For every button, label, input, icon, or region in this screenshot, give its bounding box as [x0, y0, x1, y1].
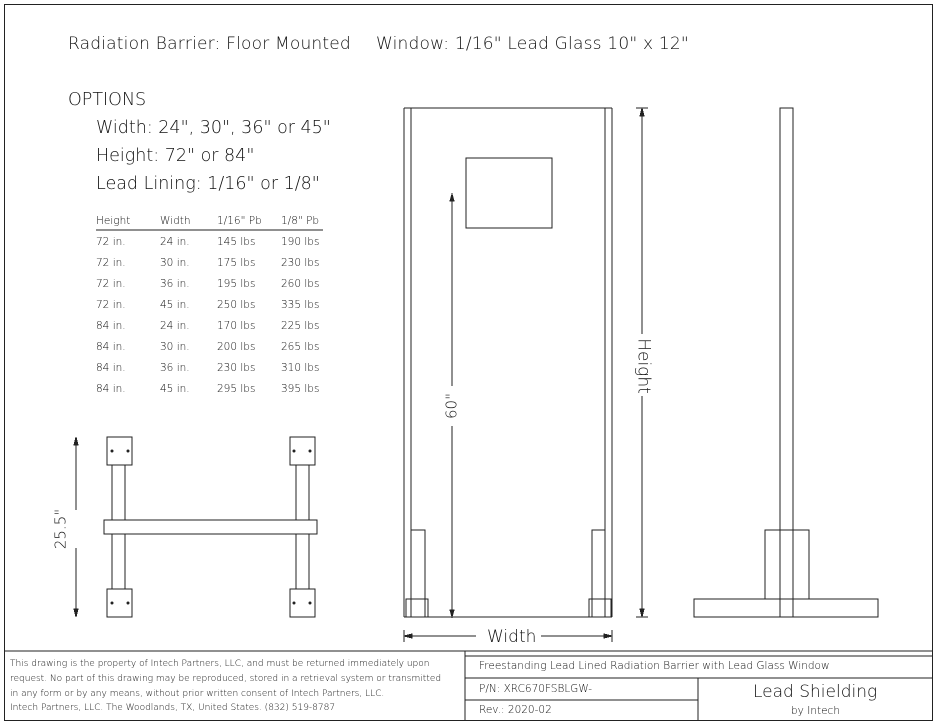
- disclaimer-line: Intech Partners, LLC. The Woodlands, TX, United States. (832) 519-8787: [10, 703, 336, 713]
- options-width: Width: 24", 30", 36" or 45": [96, 118, 331, 138]
- table-cell: 30 in.: [160, 341, 190, 353]
- table-cell: 395 lbs: [281, 383, 320, 395]
- front-view: [404, 108, 612, 617]
- side-view-base: [694, 599, 878, 617]
- top-view-crossbar: [104, 520, 317, 534]
- product-title: Radiation Barrier: Floor Mounted: [68, 34, 351, 54]
- table-cell: 190 lbs: [281, 236, 320, 248]
- table-header: Height: [96, 215, 131, 227]
- table-cell: 175 lbs: [217, 257, 256, 269]
- table-cell: 265 lbs: [281, 341, 320, 353]
- table-cell: 72 in.: [96, 299, 126, 311]
- front-view-left-post: [411, 530, 425, 617]
- side-view-panel: [780, 108, 793, 617]
- window-spec: Window: 1/16" Lead Glass 10" x 12": [376, 34, 689, 54]
- window-height-dimension-label: 60": [442, 393, 461, 419]
- table-cell: 230 lbs: [217, 362, 256, 374]
- brand-name: Lead Shielding: [753, 682, 878, 702]
- table-cell: 195 lbs: [217, 278, 256, 290]
- disclaimer-line: in any form or by any means, without prior written consent of Intech Partners, LLC.: [10, 689, 385, 699]
- table-cell: 170 lbs: [217, 320, 256, 332]
- revision: Rev.: 2020-02: [479, 704, 552, 716]
- disclaimer-line: request. No part of this drawing may be reproduced, stored in a retrieval system or transmitted: [10, 674, 442, 684]
- table-cell: 335 lbs: [281, 299, 320, 311]
- top-view: [104, 437, 317, 617]
- part-number: P/N: XRC670FSBLGW-: [479, 683, 593, 695]
- depth-dimension-label: 25.5": [51, 508, 70, 550]
- table-cell: 45 in.: [160, 383, 190, 395]
- overall-width-dimension-label: Width: [487, 627, 537, 647]
- table-cell: 72 in.: [96, 278, 126, 290]
- table-cell: 200 lbs: [217, 341, 256, 353]
- table-cell: 36 in.: [160, 362, 190, 374]
- table-cell: 24 in.: [160, 320, 190, 332]
- table-cell: 250 lbs: [217, 299, 256, 311]
- side-view-bracket: [765, 530, 809, 599]
- table-cell: 24 in.: [160, 236, 190, 248]
- table-header: 1/8" Pb: [281, 215, 320, 227]
- table-cell: 310 lbs: [281, 362, 320, 374]
- options-height: Height: 72" or 84": [96, 146, 255, 166]
- table-cell: 72 in.: [96, 257, 126, 269]
- table-cell: 295 lbs: [217, 383, 256, 395]
- table-cell: 84 in.: [96, 362, 126, 374]
- options-heading: OPTIONS: [68, 90, 147, 110]
- drawing-description: Freestanding Lead Lined Radiation Barrier with Lead Glass Window: [479, 660, 830, 672]
- options-lead-lining: Lead Lining: 1/16" or 1/8": [96, 174, 320, 194]
- table-cell: 45 in.: [160, 299, 190, 311]
- side-view: [694, 108, 878, 617]
- table-header: Width: [160, 215, 191, 227]
- table-cell: 230 lbs: [281, 257, 320, 269]
- table-cell: 225 lbs: [281, 320, 320, 332]
- table-header: 1/16" Pb: [217, 215, 262, 227]
- table-cell: 260 lbs: [281, 278, 320, 290]
- front-view-right-post: [592, 530, 605, 617]
- table-cell: 72 in.: [96, 236, 126, 248]
- table-cell: 30 in.: [160, 257, 190, 269]
- lead-glass-window: [466, 158, 552, 228]
- table-cell: 145 lbs: [217, 236, 256, 248]
- table-cell: 84 in.: [96, 383, 126, 395]
- table-cell: 84 in.: [96, 320, 126, 332]
- brand-byline: by Intech: [791, 705, 840, 717]
- depth-dimension-line: [74, 437, 78, 617]
- disclaimer-line: This drawing is the property of Intech Partners, LLC, and must be returned immediately upon: [10, 659, 430, 669]
- table-cell: 36 in.: [160, 278, 190, 290]
- table-cell: 84 in.: [96, 341, 126, 353]
- overall-height-dimension-label: Height: [633, 338, 654, 394]
